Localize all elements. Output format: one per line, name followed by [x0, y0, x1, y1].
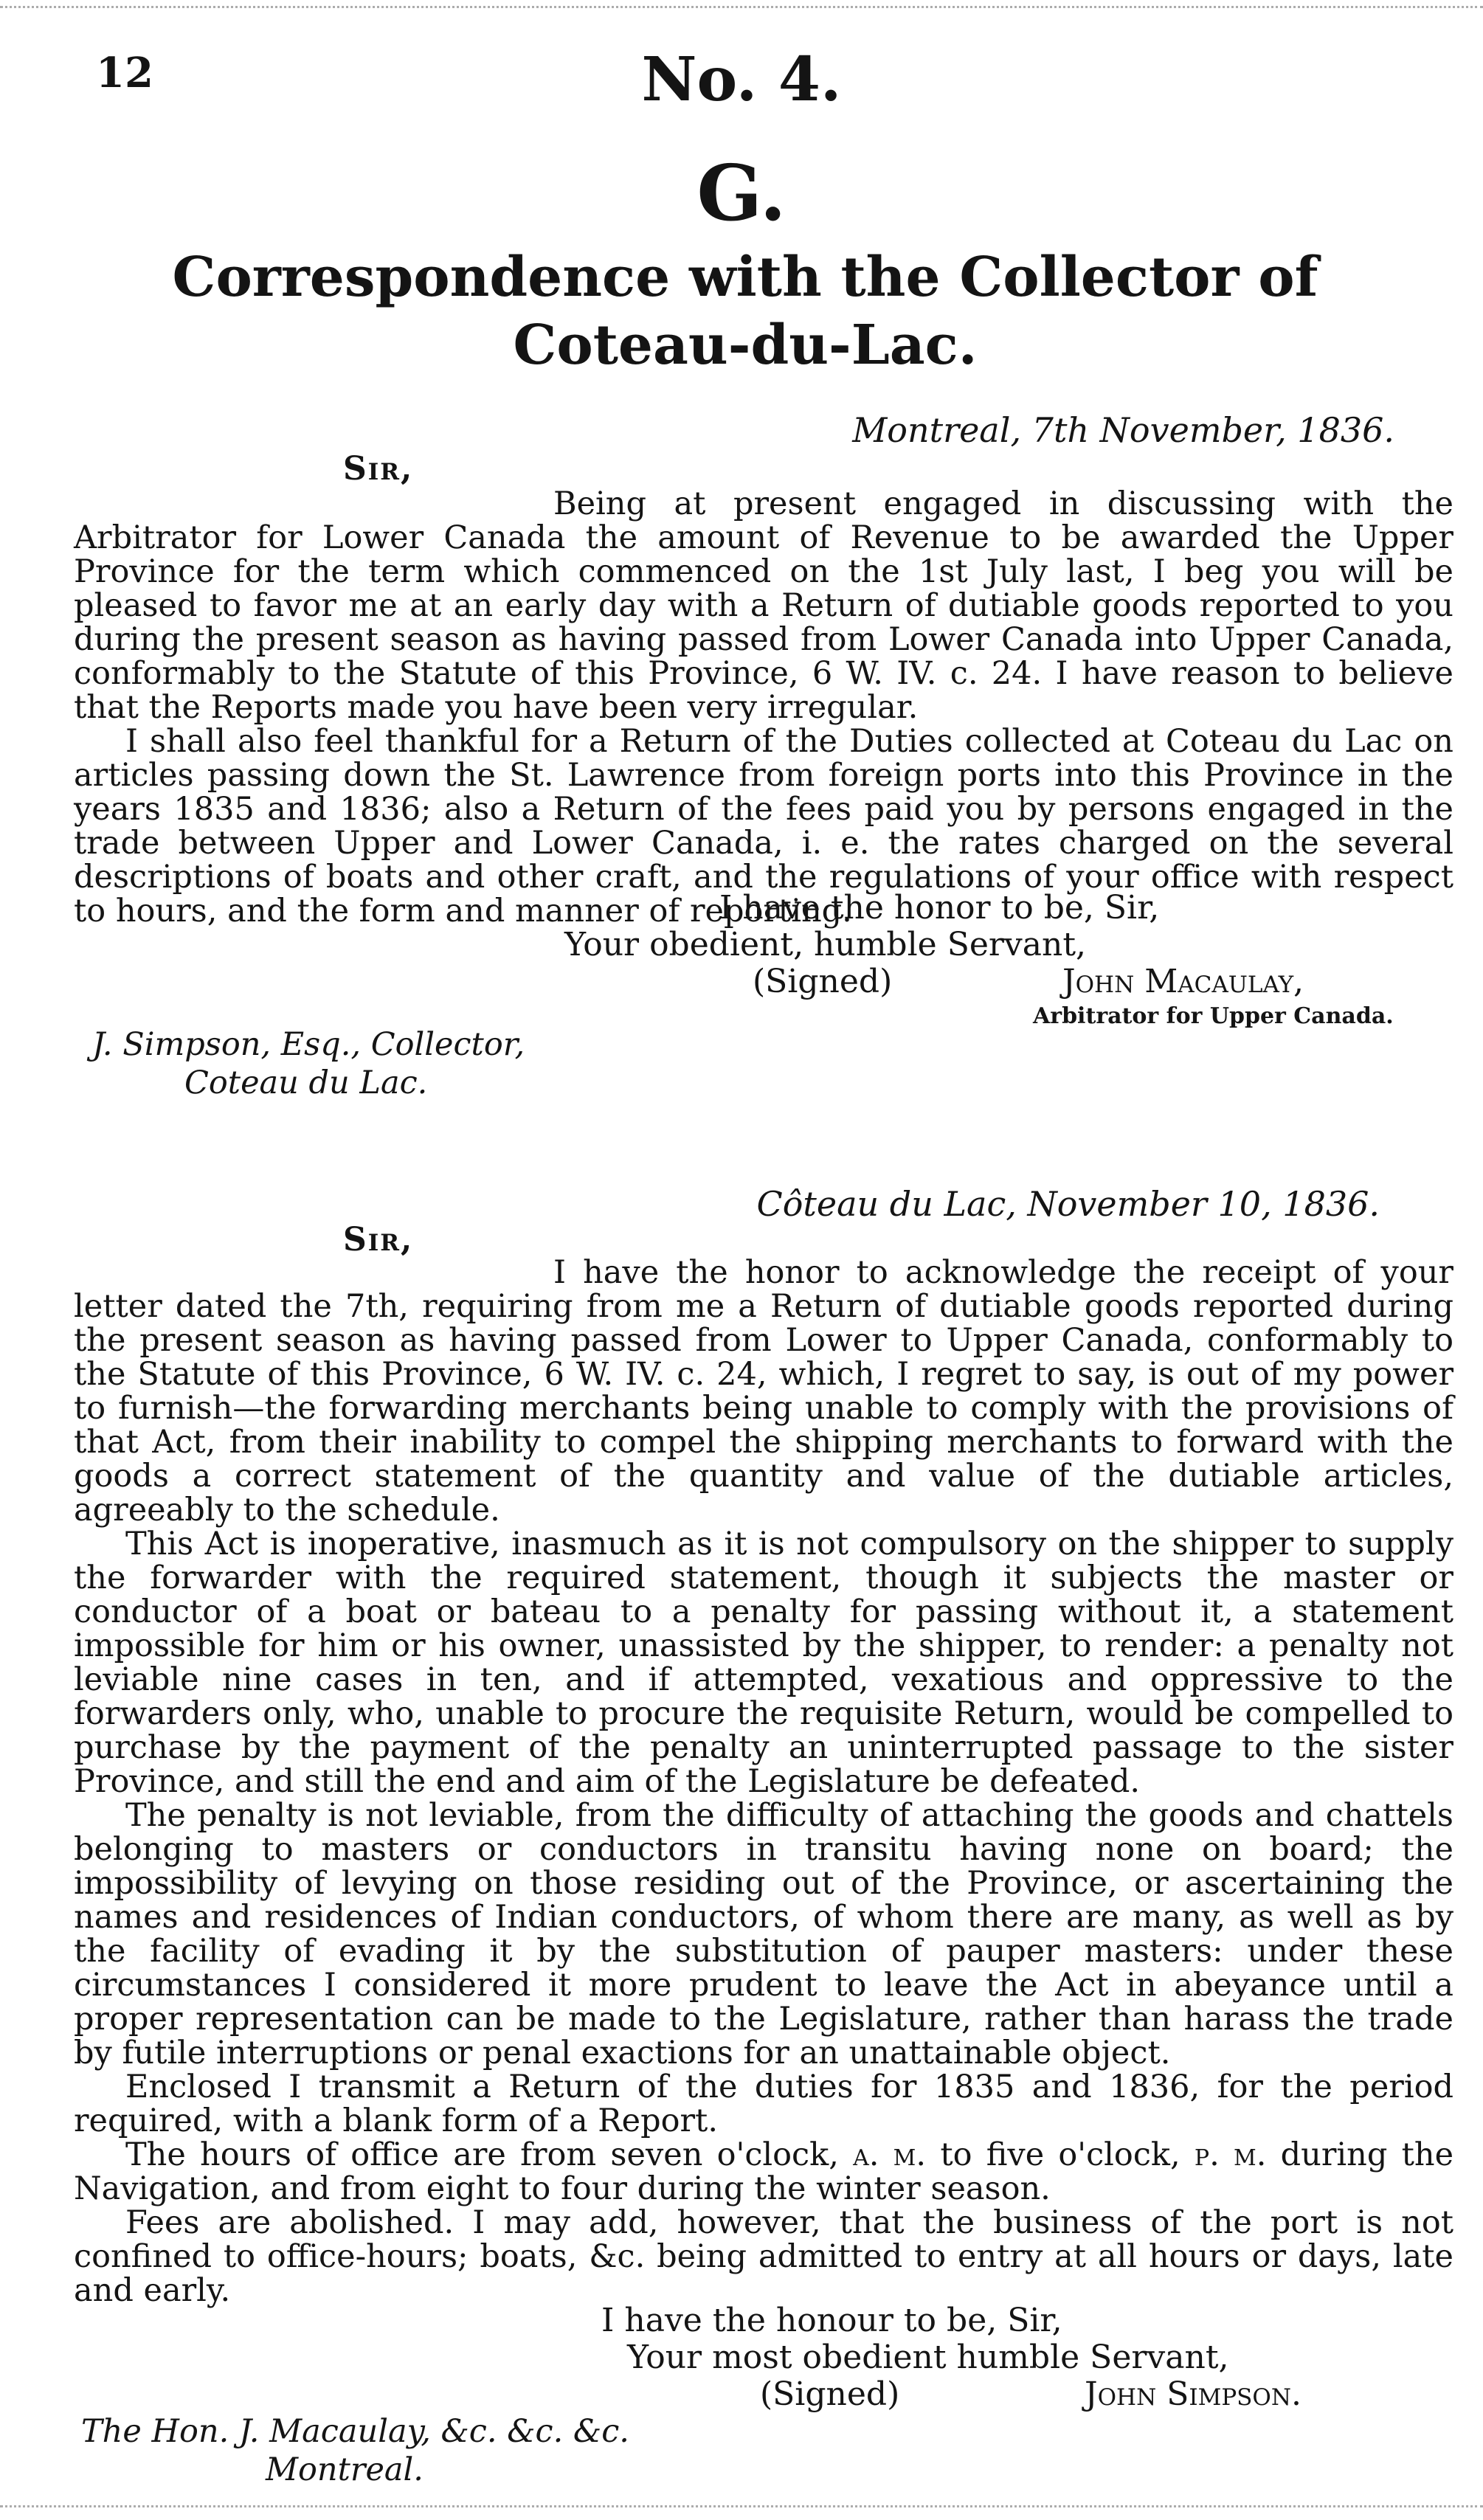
section-letter: G.	[696, 148, 787, 238]
letter2-salutation: Sir,	[343, 1221, 414, 1259]
title-line-1: Correspondence with the Collector of	[172, 246, 1318, 309]
letter1-closing-2: Your obedient, humble Servant,	[564, 926, 1087, 963]
hours-text-c: during the Navigation, and from eight to four during the winter season.	[74, 2136, 1454, 2207]
addressee-line-2: Coteau du Lac.	[184, 1065, 428, 1101]
pm-abbr: p. m.	[1194, 2136, 1267, 2173]
scan-noise-bottom	[0, 2505, 1483, 2507]
letter2-paragraph: Fees are abolished. I may add, however, that the business of the port is not confined to office-hours; boats, &c. being admitted to entry at all hours or days, late and early.	[74, 2204, 1453, 2309]
title-line-2: Coteau-du-Lac.	[513, 314, 978, 377]
hours-text-a: The hours of office are from seven o'clock,	[125, 2136, 839, 2173]
letter2-paragraph: The penalty is not leviable, from the difficulty of attaching the goods and chattels belonging to masters or conductors in transitu having none on board; the impossibility of levying on those residing out of the Province, or ascertaining the names and residences of Indian conductors, of whom there are many, as well as by the facility of evading it by the substitution of pauper masters: under these circumstances I considered it more prudent to leave the Act in abeyance until a proper representation can be made to the Legislature, rather than harass the trade by futile interruptions or penal exactions for an unattainable object.	[74, 1797, 1453, 2071]
am-abbr: a. m.	[853, 2136, 927, 2173]
letter1-closing-1: I have the honor to be, Sir,	[719, 889, 1160, 927]
hours-text-b: to five o'clock,	[940, 2136, 1180, 2173]
letter2-paragraph: Enclosed I transmit a Return of the duties for 1835 and 1836, for the period required, with a blank form of a Report.	[74, 2069, 1453, 2139]
letter2-paragraph: This Act is inoperative, inasmuch as it is not compulsory on the shipper to supply the forwarder with the required statement, though it subjects the master or conductor of a boat or bateau to a penalty for passing without it, a statement impossible for him or his owner, unassisted by the shipper, to render: a penalty not leviable nine cases in ten, and if attempted, vexatious and oppressive to the forwarders only, who, unable to procure the requisite Return, would be compelled to purchase by the payment of the penalty an uninterrupted passage to the sister Province, and still the end and aim of the Legislature be defeated.	[74, 1526, 1453, 1800]
letter2-addressee	[81, 2412, 629, 2489]
letter1-paragraph: Being at present engaged in discussing with the Arbitrator for Lower Canada the amount of Revenue to be awarded the Upper Province for the term which commenced on the 1st July last, I beg you will be pleased to favor me at an early day with a Return of dutiable goods reported to you during the present season as having passed from Lower Canada into Upper Canada, conformably to the Statute of this Province, 6 W. IV. c. 24. I have reason to believe that the Reports made you have been very irregular.	[74, 485, 1453, 726]
scan-noise-top	[0, 6, 1483, 8]
letter1-salutation: Sir,	[343, 450, 414, 488]
letter1-signer: John Macaulay,	[1062, 963, 1304, 1000]
document-title	[118, 243, 1372, 379]
letter1-signer-title: Arbitrator for Upper Canada.	[1033, 1003, 1394, 1029]
letter1-signed: (Signed)	[753, 963, 893, 1000]
letter2-dateline: Côteau du Lac, November 10, 1836.	[756, 1184, 1380, 1224]
letter1-body	[74, 487, 1453, 928]
letter2-closing-2: Your most obedient humble Servant,	[627, 2339, 1229, 2376]
page-number: 12	[96, 49, 153, 97]
addressee-line-1: The Hon. J. Macaulay, &c. &c. &c.	[81, 2413, 629, 2450]
letter2-body	[74, 1256, 1453, 2308]
letter2-paragraph: I have the honor to acknowledge the receipt of your letter dated the 7th, requiring from me a Return of dutiable goods reported during the present season as having passed from Lower to Upper Canada, conformably to the Statute of this Province, 6 W. IV. c. 24, which, I regret to say, is out of my power to furnish—the forwarding merchants being unable to comply with the provisions of that Act, from their inability to compel the shipping merchants to forward with the goods a correct statement of the quantity and value of the dutiable articles, agreeably to the schedule.	[74, 1254, 1453, 1529]
letter2-signer: John Simpson.	[1085, 2375, 1301, 2413]
document-number: No. 4.	[641, 44, 842, 115]
letter2-signed: (Signed)	[760, 2375, 900, 2413]
addressee-line-2: Montreal.	[266, 2451, 424, 2488]
letter2-paragraph-hours	[74, 2138, 1453, 2206]
addressee-line-1: J. Simpson, Esq., Collector,	[92, 1026, 525, 1063]
letter1-paragraph: I shall also feel thankful for a Return of the Duties collected at Coteau du Lac on articles passing down the St. Lawrence from foreign ports into this Province in the years 1835 and 1836; also a Return of the fees paid you by persons engaged in the trade between Upper and Lower Canada, i. e. the rates charged on the several descriptions of boats and other craft, and the regulations of your office with respect to hours, and the form and manner of reporting.	[74, 723, 1453, 930]
letter2-closing-1: I have the honour to be, Sir,	[601, 2302, 1062, 2339]
letter1-dateline: Montreal, 7th November, 1836.	[852, 410, 1394, 450]
letter1-addressee	[92, 1025, 525, 1102]
